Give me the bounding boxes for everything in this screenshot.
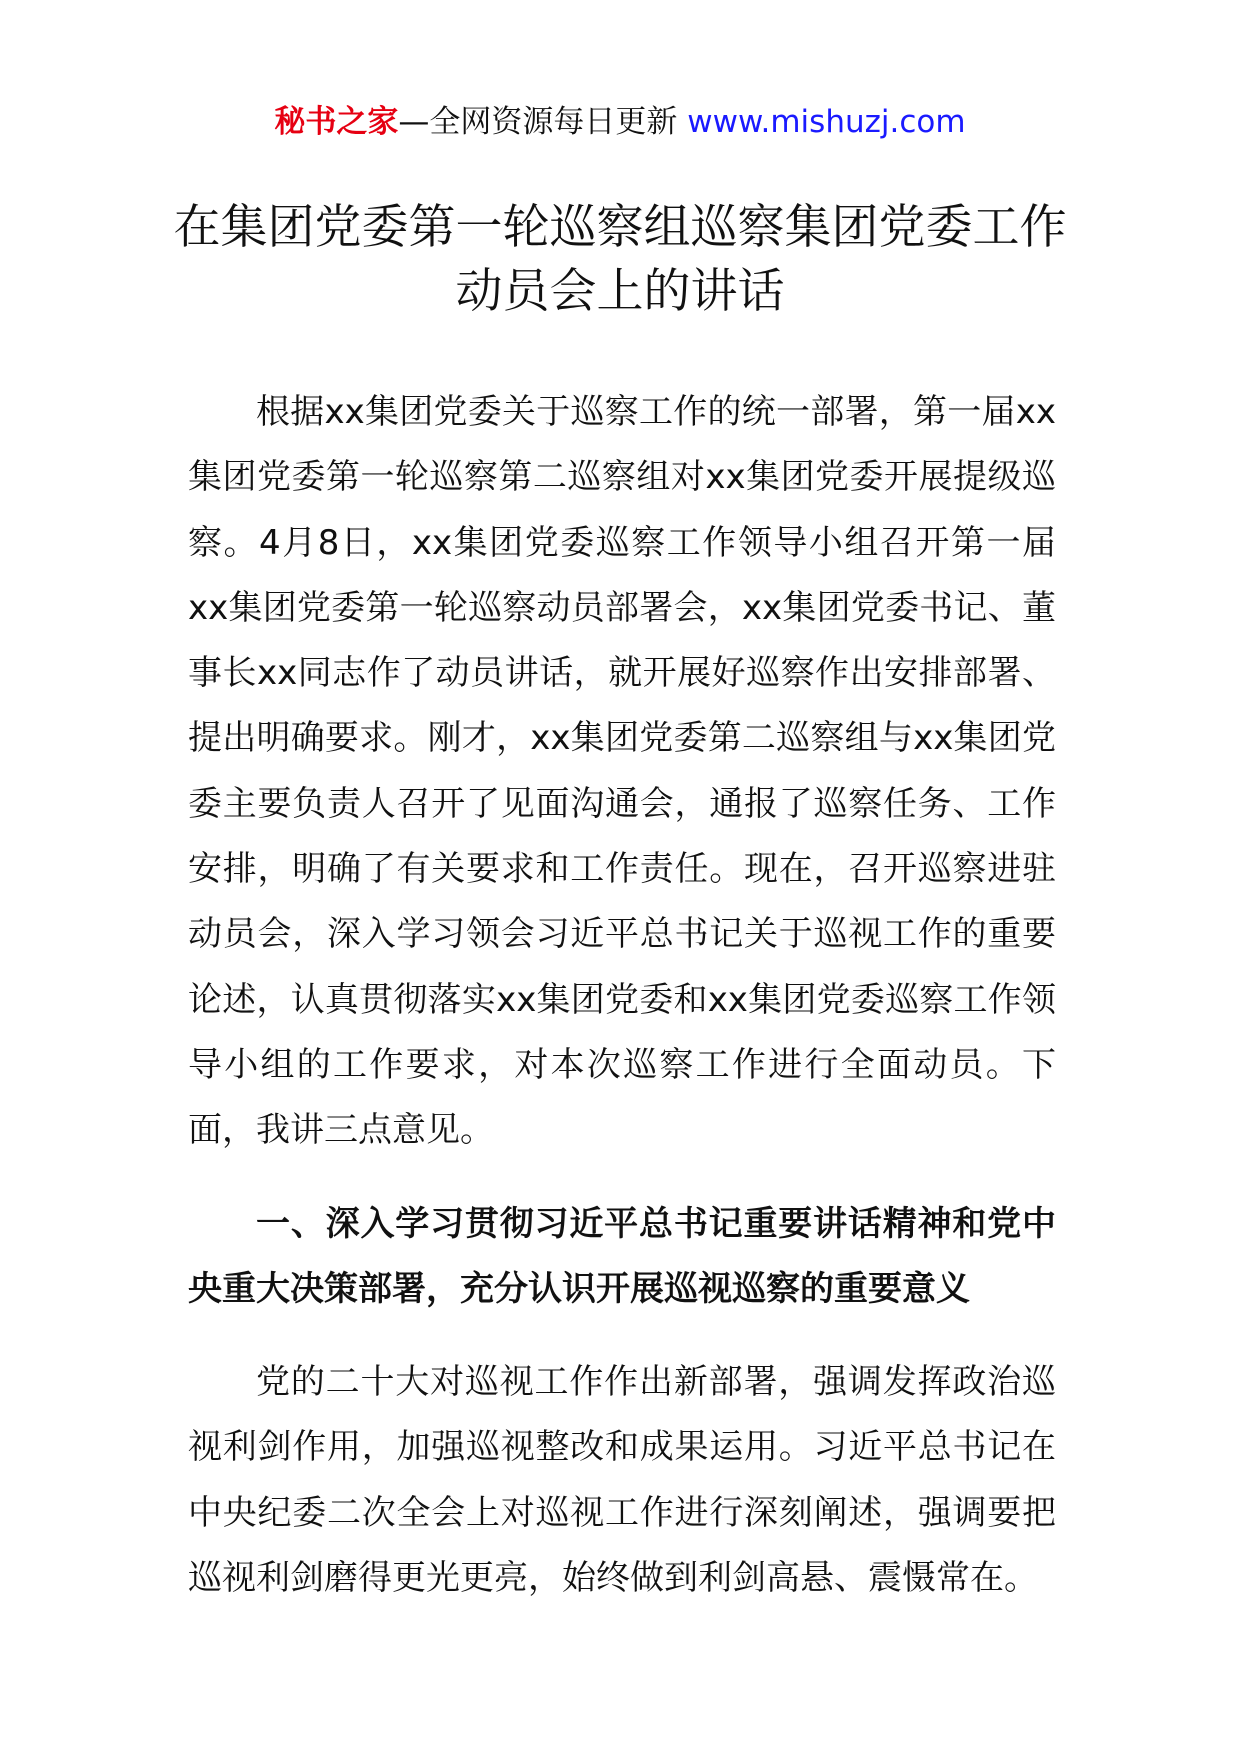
brand-name: 秘书之家 bbox=[274, 104, 399, 140]
intro-paragraph: 根据xx集团党委关于巡察工作的统一部署，第一届xx集团党委第一轮巡察第二巡察组对xx集团党委开展提级巡察。4月8日，xx集团党委巡察工作领导小组召开第一届xx集团党委第一轮巡察动员部署会，xx集团党委书记、董事长xx同志作了动员讲话，就开展好巡察作出安排部署、提出明确要求。刚才，xx集团党委第二巡察组与xx集团党委主要负责人召开了见面沟通会，通报了巡察任务、工作安排，明确了有关要求和工作责任。现在，召开巡察进驻动员会，深入学习领会习近平总书记关于巡视工作的重要论述，认真贯彻落实xx集团党委和xx集团党委巡察工作领导小组的工作要求，对本次巡察工作进行全面动员。下面，我讲三点意见。 bbox=[188, 392, 1056, 1151]
document-title: 在集团党委第一轮巡察组巡察集团党委工作动员会上的讲话 bbox=[173, 200, 1067, 319]
section-paragraph: 党的二十大对巡视工作作出新部署，强调发挥政治巡视利剑作用，加强巡视整改和成果运用。习近平总书记在中央纪委二次全会上对巡视工作进行深刻阐述，强调要把巡视利剑磨得更光更亮，始终做到利剑高悬、震慑常在。 bbox=[188, 1362, 1056, 1599]
site-header bbox=[0, 100, 1240, 144]
section-heading: 一、深入学习贯彻习近平总书记重要讲话精神和党中央重大决策部署，充分认识开展巡视巡察的重要意义 bbox=[188, 1203, 1056, 1309]
site-url-link[interactable]: www.mishuzj.com bbox=[687, 104, 966, 140]
header-tagline: —全网资源每日更新 bbox=[398, 104, 678, 140]
document-body bbox=[188, 380, 1056, 1611]
